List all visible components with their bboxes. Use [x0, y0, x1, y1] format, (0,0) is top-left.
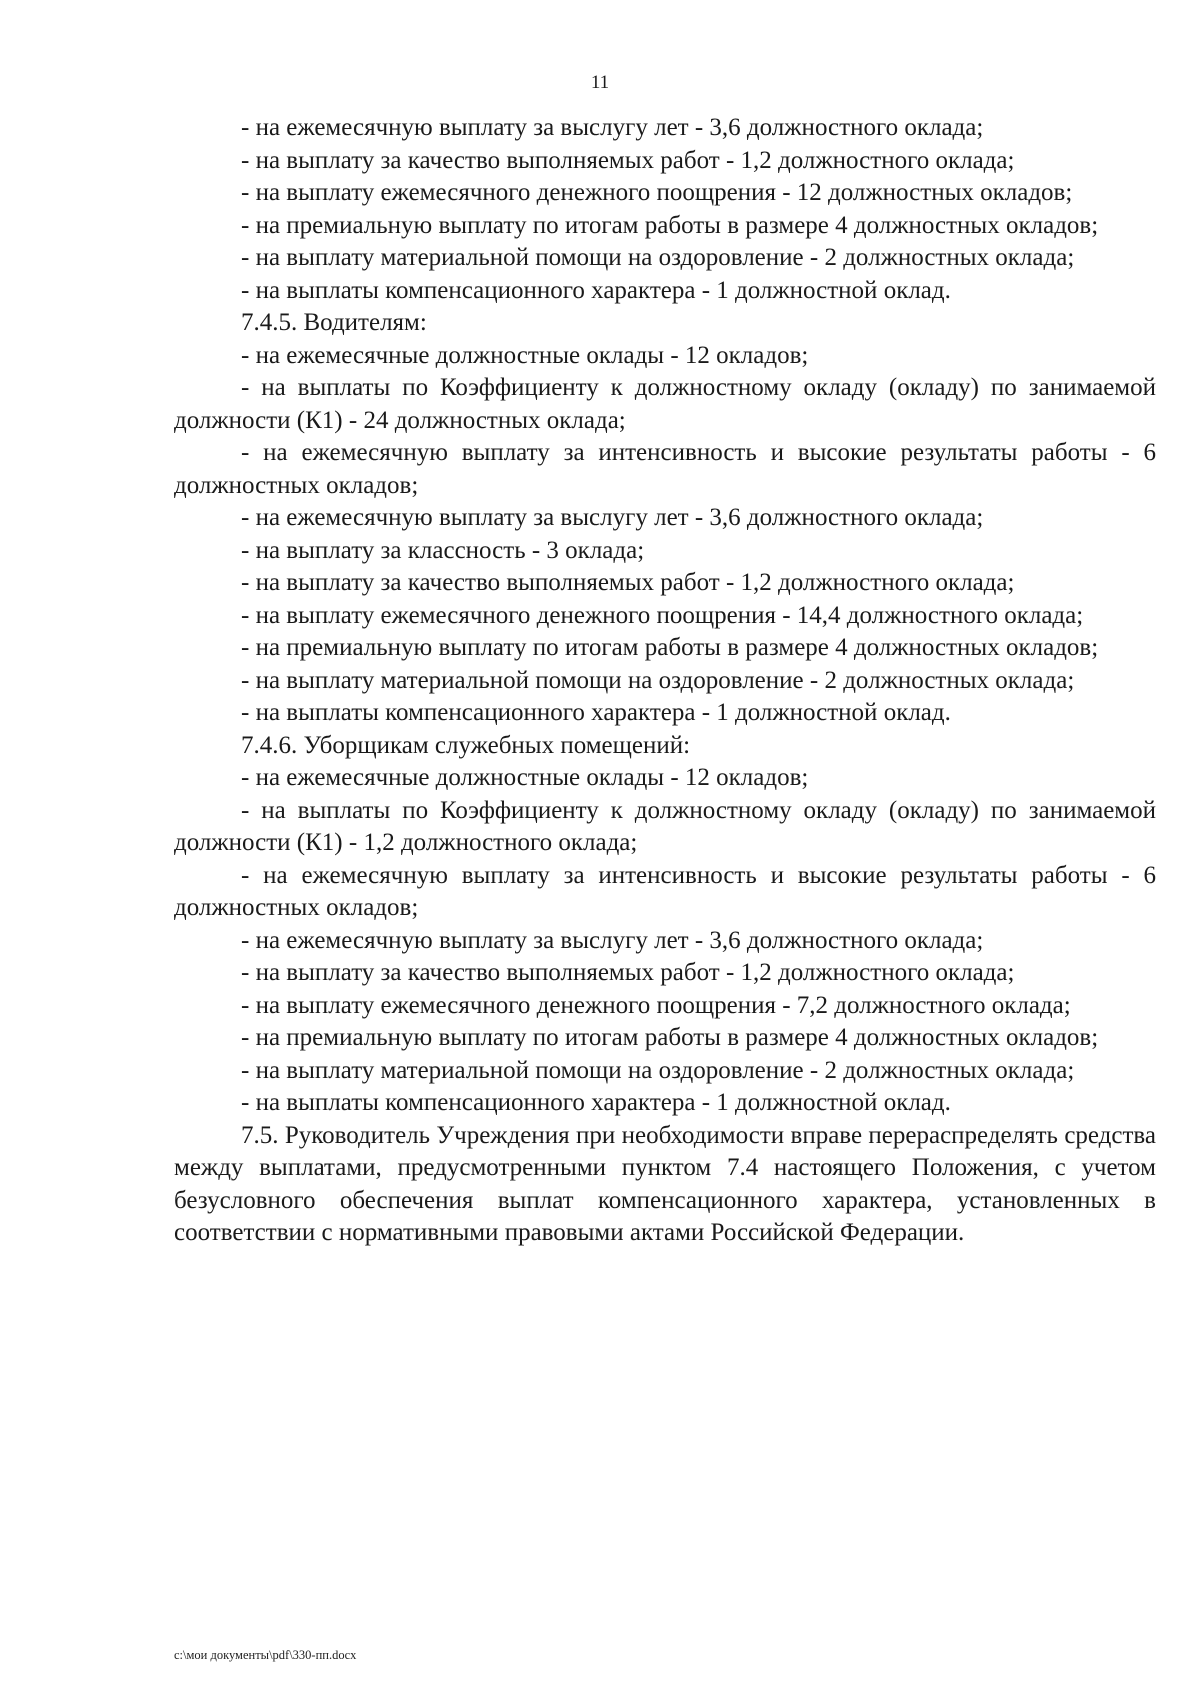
section-heading: 7.4.5. Водителям: [241, 309, 427, 336]
paragraph: - на ежемесячные должностные оклады - 12 окладов; [241, 764, 809, 791]
paragraph: - на ежемесячную выплату за интенсивность и высокие результаты работы - 6 должностных окладов; [174, 439, 1156, 499]
paragraph: - на ежемесячные должностные оклады - 12 окладов; [241, 341, 809, 369]
paragraph: - на выплаты по Коэффициенту к должностному окладу (окладу) по занимаемой должности (К1) - 1,2 должностного оклада; [174, 796, 1156, 856]
document-body [174, 112, 1156, 1250]
paragraph: - на выплату за классность - 3 оклада; [241, 536, 645, 564]
paragraph: - на выплату материальной помощи на оздоровление - 2 должностных оклада; [241, 1056, 1075, 1084]
paragraph: - на премиальную выплату по итогам работы в размере 4 должностных окладов; [241, 634, 1099, 661]
paragraph: - на ежемесячную выплату за выслугу лет - 3,6 должностного оклада; [241, 926, 984, 954]
footer-file-path: c:\мои документы\pdf\330-пп.docx [174, 1648, 357, 1662]
paragraph: - на выплату ежемесячного денежного поощрения - 14,4 должностного оклада; [241, 601, 1084, 629]
paragraph: - на премиальную выплату по итогам работы в размере 4 должностных окладов; [241, 1024, 1099, 1051]
paragraph: - на ежемесячную выплату за выслугу лет - 3,6 должностного оклада; [241, 504, 984, 531]
clause-paragraph: 7.5. Руководитель Учреждения при необходимости вправе перераспределять средства между выплатами, предусмотренными пунктом 7.4 настоящего Положения, с учетом безусловного обеспечения выплат компенсационного характера, установленных в соответствии с нормативными правовыми актами Российской Федерации. [174, 1121, 1156, 1246]
paragraph: - на выплаты компенсационного характера - 1 должностной оклад. [241, 699, 951, 726]
paragraph: - на выплаты компенсационного характера - 1 должностной оклад. [241, 276, 951, 304]
paragraph: - на ежемесячную выплату за выслугу лет - 3,6 должностного оклада; [241, 114, 984, 141]
paragraph: - на выплату за качество выполняемых работ - 1,2 должностного оклада; [241, 569, 1015, 596]
paragraph: - на выплаты по Коэффициенту к должностному окладу (окладу) по занимаемой должности (К1) - 24 должностных оклада; [174, 374, 1156, 434]
paragraph: - на ежемесячную выплату за интенсивность и высокие результаты работы - 6 должностных окладов; [174, 861, 1156, 921]
paragraph: - на выплату ежемесячного денежного поощрения - 7,2 должностного оклада; [241, 991, 1071, 1019]
section-heading: 7.4.6. Уборщикам служебных помещений: [241, 731, 691, 759]
paragraph: - на выплату за качество выполняемых работ - 1,2 должностного оклада; [241, 959, 1015, 986]
paragraph: - на выплату материальной помощи на оздоровление - 2 должностных оклада; [241, 666, 1075, 694]
paragraph: - на выплату за качество выполняемых работ - 1,2 должностного оклада; [241, 146, 1015, 174]
paragraph: - на выплаты компенсационного характера - 1 должностной оклад. [241, 1089, 951, 1116]
paragraph: - на выплату материальной помощи на оздоровление - 2 должностных оклада; [241, 244, 1075, 271]
page-number: 11 [590, 72, 610, 93]
paragraph: - на выплату ежемесячного денежного поощрения - 12 должностных окладов; [241, 179, 1073, 206]
paragraph: - на премиальную выплату по итогам работы в размере 4 должностных окладов; [241, 211, 1099, 239]
